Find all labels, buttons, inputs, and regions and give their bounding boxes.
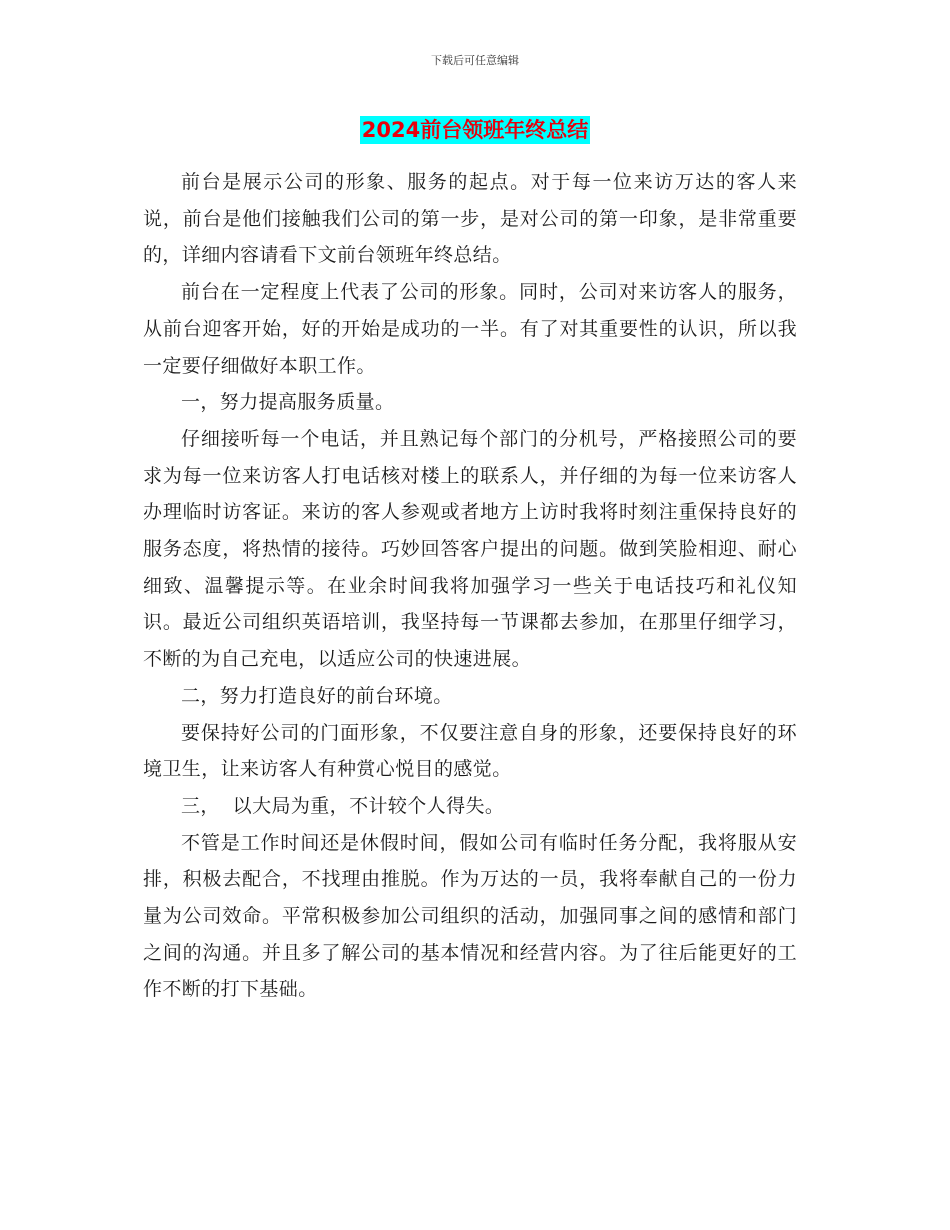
section-heading-2: 二，努力打造良好的前台环境。 [181,684,453,707]
section-heading-3: 三， 以大局为重，不计较个人得失。 [181,794,505,817]
document-title: 2024前台领班年终总结 [361,118,589,142]
paragraph-service-quality: 仔细接听每一个电话，并且熟记每个部门的分机号，严格接照公司的要求为每一位来访客人打电话核对楼上的联系人，并仔细的为每一位来访客人办理临时访客证。来访的客人参观或者地方上访时我将时刻注重保持良好的服务态度，将热情的接待。巧妙回答客户提出的问题。做到笑脸相迎、耐心细致、温馨提示等。在业余时间我将加强学习一些关于电话技巧和礼仪知识。最近公司组织英语培训，我坚持每一节课都去参加，在那里仔细学习，不断的为自己充电，以适应公司的快速进展。 [143,427,797,671]
section-heading-1: 一，努力提高服务质量。 [181,391,395,414]
title-container [0,116,950,144]
document-body [143,164,797,1008]
paragraph-importance: 前台在一定程度上代表了公司的形象。同时，公司对来访客人的服务，从前台迎客开始，好的开始是成功的一半。有了对其重要性的认识，所以我一定要仔细做好本职工作。 [143,281,797,377]
paragraph-intro: 前台是展示公司的形象、服务的起点。对于每一位来访万达的客人来说，前台是他们接触我们公司的第一步，是对公司的第一印象，是非常重要的，详细内容请看下文前台领班年终总结。 [143,171,797,267]
paragraph-teamwork: 不管是工作时间还是休假时间，假如公司有临时任务分配，我将服从安排，积极去配合，不找理由推脱。作为万达的一员，我将奉献自己的一份力量为公司效命。平常积极参加公司组织的活动，加强同事之间的感情和部门之间的沟通。并且多了解公司的基本情况和经营内容。为了往后能更好的工作不断的打下基础。 [143,831,797,1001]
page-header-note: 下载后可任意编辑 [431,54,519,67]
paragraph-environment: 要保持好公司的门面形象，不仅要注意自身的形象，还要保持良好的环境卫生，让来访客人有种赏心悦目的感觉。 [143,721,797,781]
